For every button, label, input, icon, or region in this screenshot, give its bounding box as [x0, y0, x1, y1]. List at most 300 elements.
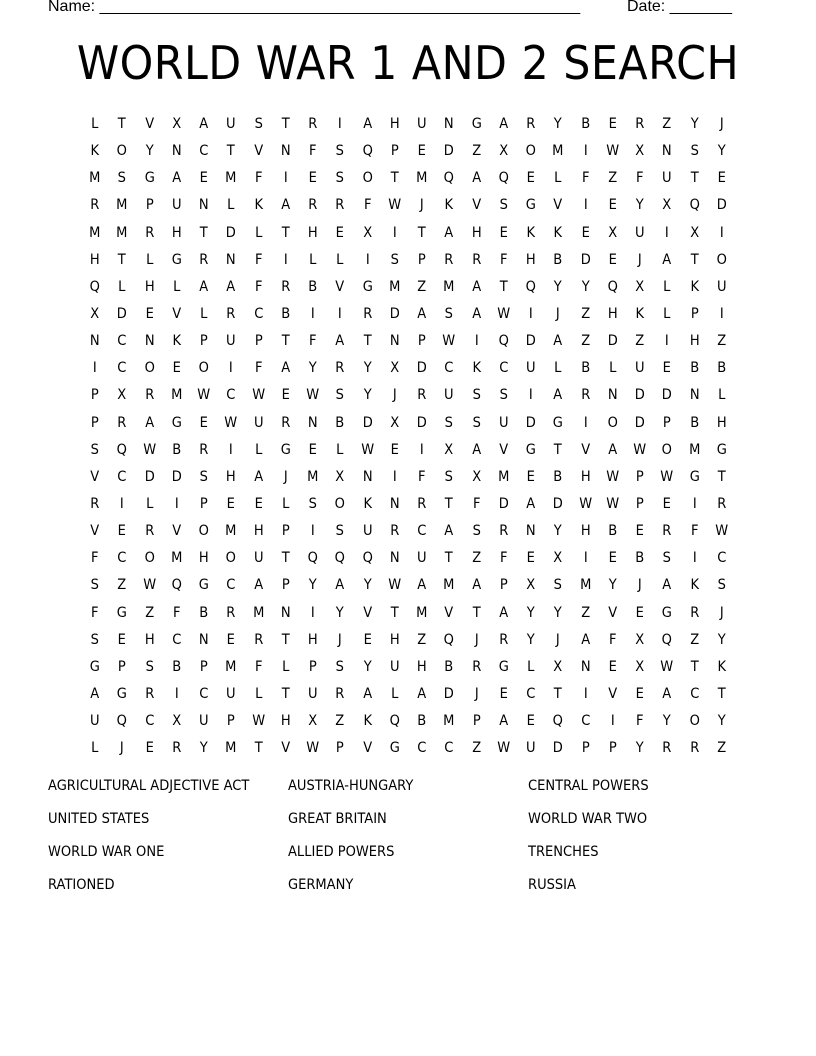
grid-letter: R [662, 740, 672, 757]
grid-letter: I [174, 495, 179, 512]
grid-letter: E [390, 441, 399, 458]
grid-letter: G [198, 577, 209, 594]
grid-letter: Q [661, 631, 673, 648]
grid-letter: W [142, 577, 156, 594]
grid-letter: H [525, 251, 536, 268]
grid-letter: D [416, 414, 427, 431]
grid-letter: A [144, 414, 154, 431]
grid-letter: T [690, 251, 699, 268]
grid-letter: L [309, 251, 317, 268]
grid-letter: X [553, 550, 563, 567]
grid-letter: V [553, 197, 563, 214]
grid-letter: W [251, 387, 265, 404]
grid-letter: J [556, 631, 560, 648]
grid-letter: S [444, 305, 454, 322]
grid-letter: D [144, 468, 155, 485]
grid-letter: R [498, 523, 509, 540]
word-list-item: UNITED STATES [48, 811, 150, 827]
grid-letter: H [716, 414, 727, 431]
grid-letter: F [90, 604, 99, 621]
grid-letter: P [281, 523, 290, 540]
grid-letter: J [637, 577, 642, 594]
grid-letter: I [583, 197, 588, 214]
grid-letter: U [307, 685, 318, 702]
grid-letter: L [91, 116, 99, 132]
grid-letter: Y [554, 278, 562, 295]
grid-letter: B [281, 305, 290, 322]
grid-letter: R [526, 116, 536, 132]
grid-letter: W [306, 740, 320, 757]
grid-letter: E [635, 523, 644, 540]
grid-letter: S [499, 387, 508, 404]
grid-letter: F [308, 333, 317, 350]
grid-letter: U [662, 170, 672, 187]
grid-letter: X [662, 197, 672, 214]
grid-letter: O [689, 713, 700, 730]
grid-letter: Z [635, 333, 645, 350]
grid-letter: H [471, 224, 482, 241]
grid-letter: G [498, 658, 509, 675]
word-list-item: AGRICULTURAL ADJECTIVE ACT [48, 778, 250, 794]
grid-letter: I [583, 550, 588, 567]
grid-letter: C [117, 333, 127, 350]
grid-letter: L [281, 495, 290, 512]
grid-letter: C [498, 360, 509, 377]
grid-letter: M [579, 577, 591, 594]
letter-grid [81, 114, 741, 765]
grid-letter: F [254, 251, 263, 268]
grid-letter: Q [362, 143, 373, 160]
grid-letter: N [198, 197, 209, 214]
grid-row [81, 467, 741, 494]
grid-letter: S [472, 523, 481, 540]
grid-letter: T [445, 550, 453, 567]
grid-letter: O [661, 441, 673, 458]
grid-letter: N [525, 523, 536, 540]
grid-letter: R [117, 414, 127, 431]
grid-letter: B [689, 414, 699, 431]
grid-letter: E [499, 224, 508, 241]
grid-letter: A [90, 685, 100, 702]
grid-letter: A [362, 116, 372, 132]
grid-letter: M [116, 224, 128, 241]
grid-letter: Z [335, 713, 345, 730]
grid-letter: D [498, 495, 509, 512]
grid-letter: D [552, 740, 564, 757]
grid-letter: I [392, 468, 397, 485]
grid-letter: R [498, 631, 509, 648]
grid-letter: M [170, 550, 183, 567]
grid-letter: E [608, 658, 617, 675]
grid-letter: Z [144, 604, 154, 621]
grid-letter: S [717, 577, 726, 594]
grid-letter: R [580, 387, 590, 404]
grid-letter: L [663, 278, 671, 295]
grid-letter: S [90, 631, 99, 648]
grid-letter: X [335, 468, 345, 485]
grid-letter: S [690, 143, 699, 160]
grid-letter: O [198, 523, 209, 540]
word-list-item: RUSSIA [528, 877, 576, 893]
grid-letter: C [716, 550, 727, 567]
grid-letter: U [498, 414, 509, 431]
grid-letter: Y [336, 604, 344, 621]
grid-letter: A [172, 170, 181, 187]
grid-letter: N [389, 333, 400, 350]
grid-letter: M [443, 577, 455, 594]
grid-letter: R [471, 658, 481, 675]
grid-letter: A [199, 116, 209, 132]
grid-letter: C [117, 360, 127, 377]
grid-letter: R [199, 251, 209, 268]
grid-letter: P [90, 414, 99, 431]
grid-letter: L [200, 305, 208, 322]
grid-row [81, 195, 741, 222]
grid-letter: P [199, 333, 208, 350]
grid-letter: A [662, 251, 672, 268]
grid-letter: R [362, 305, 372, 322]
grid-letter: L [254, 441, 262, 458]
grid-letter: T [281, 550, 290, 567]
grid-letter: E [145, 740, 154, 757]
grid-letter: H [144, 278, 155, 295]
grid-letter: H [389, 116, 400, 132]
grid-letter: H [144, 631, 155, 648]
grid-letter: E [608, 197, 617, 214]
grid-letter: N [171, 143, 182, 160]
grid-letter: A [553, 387, 563, 404]
grid-letter: P [145, 197, 154, 214]
grid-letter: M [170, 387, 183, 404]
grid-letter: T [281, 116, 290, 132]
grid-letter: E [335, 224, 345, 241]
grid-letter: P [281, 577, 290, 594]
grid-letter: N [607, 387, 618, 404]
grid-letter: U [198, 713, 209, 730]
grid-letter: G [280, 441, 291, 458]
grid-letter: A [662, 685, 672, 702]
grid-letter: X [390, 360, 399, 377]
grid-letter: M [89, 224, 101, 241]
grid-letter: S [117, 170, 127, 187]
grid-letter: H [580, 468, 591, 485]
grid-letter: X [172, 713, 181, 730]
grid-letter: Y [199, 740, 208, 757]
grid-letter: E [363, 631, 372, 648]
grid-letter: Y [554, 604, 562, 621]
grid-letter: I [474, 333, 479, 350]
grid-letter: G [171, 251, 182, 268]
grid-letter: B [580, 116, 590, 132]
grid-letter: A [580, 631, 590, 648]
grid-letter: B [553, 468, 563, 485]
grid-letter: L [227, 197, 235, 214]
grid-letter: I [120, 495, 124, 512]
grid-letter: E [254, 495, 263, 512]
grid-letter: I [692, 550, 697, 567]
grid-letter: F [608, 631, 617, 648]
grid-row [81, 548, 741, 575]
grid-letter: T [554, 685, 562, 702]
grid-letter: A [362, 685, 372, 702]
grid-letter: V [172, 523, 181, 540]
grid-letter: J [637, 251, 642, 268]
grid-letter: B [199, 604, 209, 621]
grid-letter: Q [607, 278, 618, 295]
grid-letter: H [416, 658, 427, 675]
grid-letter: D [580, 251, 591, 268]
grid-letter: P [635, 468, 644, 485]
grid-letter: U [253, 414, 264, 431]
grid-letter: Z [689, 631, 699, 648]
grid-letter: I [528, 387, 533, 404]
grid-letter: S [662, 550, 672, 567]
grid-letter: P [417, 251, 426, 268]
grid-row [81, 494, 741, 521]
grid-letter: D [716, 197, 727, 214]
grid-letter: M [89, 170, 101, 187]
grid-letter: K [717, 658, 726, 675]
grid-letter: C [253, 305, 263, 322]
grid-letter: Q [689, 197, 700, 214]
grid-letter: F [417, 468, 426, 485]
grid-letter: I [229, 360, 233, 377]
grid-letter: U [716, 278, 727, 295]
grid-letter: L [663, 305, 671, 322]
grid-letter: H [307, 631, 318, 648]
grid-letter: M [416, 604, 428, 621]
grid-letter: R [226, 604, 236, 621]
grid-row [81, 223, 741, 250]
grid-letter: X [635, 278, 645, 295]
grid-letter: J [474, 685, 479, 702]
grid-letter: I [392, 224, 397, 241]
grid-letter: R [689, 740, 699, 757]
grid-letter: H [253, 523, 264, 540]
grid-letter: Y [717, 143, 726, 160]
grid-letter: D [443, 685, 455, 702]
grid-letter: D [634, 414, 645, 431]
grid-letter: Y [145, 143, 154, 160]
grid-letter: K [635, 305, 645, 322]
grid-row [81, 630, 741, 657]
grid-letter: I [528, 305, 533, 322]
grid-letter: A [662, 577, 672, 594]
grid-letter: U [226, 333, 236, 350]
grid-letter: B [172, 658, 181, 675]
grid-letter: S [145, 658, 154, 675]
grid-letter: Y [663, 713, 671, 730]
grid-letter: Z [117, 577, 127, 594]
grid-letter: X [172, 116, 181, 132]
grid-letter: B [553, 251, 563, 268]
grid-letter: R [144, 387, 154, 404]
grid-letter: E [117, 631, 127, 648]
grid-letter: R [417, 387, 427, 404]
grid-letter: R [335, 360, 345, 377]
grid-letter: W [224, 414, 238, 431]
grid-letter: P [499, 577, 508, 594]
grid-letter: I [665, 224, 669, 241]
word-list-item: CENTRAL POWERS [528, 778, 649, 794]
word-list-item: WORLD WAR ONE [48, 844, 165, 860]
grid-letter: T [717, 685, 726, 702]
grid-letter: G [89, 658, 100, 675]
grid-letter: E [662, 495, 672, 512]
grid-letter: W [251, 713, 265, 730]
grid-letter: W [142, 441, 156, 458]
word-list-item: GREAT BRITAIN [288, 811, 387, 827]
grid-letter: G [144, 170, 155, 187]
grid-letter: I [583, 143, 588, 160]
grid-letter: R [444, 251, 454, 268]
grid-letter: R [199, 441, 209, 458]
grid-letter: K [689, 278, 699, 295]
grid-letter: Z [417, 278, 427, 295]
grid-letter: X [90, 305, 100, 322]
grid-letter: P [199, 658, 208, 675]
grid-letter: U [253, 550, 264, 567]
grid-letter: H [198, 550, 209, 567]
grid-letter: U [389, 658, 400, 675]
grid-letter: B [417, 713, 427, 730]
grid-letter: T [281, 685, 290, 702]
grid-letter: J [419, 197, 424, 214]
grid-letter: E [526, 713, 535, 730]
grid-letter: I [310, 305, 315, 322]
grid-letter: C [171, 631, 182, 648]
grid-letter: S [499, 197, 508, 214]
grid-letter: S [553, 577, 563, 594]
grid-letter: V [90, 468, 100, 485]
grid-letter: Z [608, 170, 617, 187]
grid-letter: E [608, 251, 617, 268]
grid-letter: W [715, 523, 728, 540]
grid-letter: C [226, 577, 236, 594]
word-list-item: WORLD WAR TWO [528, 811, 648, 827]
grid-letter: R [280, 278, 291, 295]
grid-letter: I [229, 441, 233, 458]
grid-letter: G [116, 685, 128, 702]
grid-letter: A [499, 604, 508, 621]
grid-row [81, 331, 741, 358]
grid-letter: Z [580, 305, 590, 322]
grid-letter: K [362, 495, 372, 512]
grid-letter: L [608, 360, 617, 377]
grid-letter: X [499, 143, 508, 160]
grid-letter: X [635, 631, 645, 648]
grid-letter: Q [443, 170, 455, 187]
grid-letter: A [471, 577, 481, 594]
grid-letter: E [608, 550, 617, 567]
grid-letter: K [90, 143, 100, 160]
grid-letter: M [116, 197, 128, 214]
grid-letter: E [226, 495, 236, 512]
grid-letter: Y [635, 740, 644, 757]
grid-letter: Z [662, 116, 672, 132]
grid-letter: I [310, 604, 315, 621]
grid-letter: C [117, 550, 127, 567]
grid-letter: S [444, 414, 454, 431]
grid-letter: Y [690, 116, 699, 132]
grid-letter: Q [389, 713, 400, 730]
grid-row [81, 440, 741, 467]
grid-letter: F [172, 604, 181, 621]
grid-letter: Q [525, 278, 536, 295]
grid-letter: Q [362, 550, 373, 567]
grid-letter: M [225, 740, 237, 757]
grid-letter: E [199, 170, 208, 187]
grid-letter: U [362, 523, 373, 540]
grid-letter: J [283, 468, 288, 485]
grid-letter: N [144, 333, 155, 350]
grid-letter: Y [363, 577, 372, 594]
grid-row [81, 141, 741, 168]
grid-letter: A [499, 713, 508, 730]
grid-letter: M [443, 278, 455, 295]
grid-letter: L [254, 224, 262, 241]
grid-letter: R [635, 116, 645, 132]
grid-letter: P [227, 713, 235, 730]
grid-letter: V [608, 685, 617, 702]
grid-letter: W [660, 658, 674, 675]
grid-letter: R [417, 495, 427, 512]
grid-letter: P [417, 333, 426, 350]
grid-letter: H [607, 305, 618, 322]
grid-row [81, 277, 741, 304]
grid-letter: Y [363, 360, 372, 377]
grid-letter: K [526, 224, 536, 241]
grid-letter: U [416, 550, 427, 567]
grid-letter: W [360, 441, 374, 458]
grid-letter: P [663, 414, 671, 431]
grid-letter: R [280, 414, 291, 431]
grid-letter: D [525, 414, 536, 431]
grid-letter: A [471, 305, 481, 322]
grid-letter: D [552, 495, 564, 512]
grid-letter: W [660, 468, 674, 485]
grid-letter: R [253, 631, 263, 648]
grid-letter: O [225, 550, 237, 567]
grid-letter: M [688, 441, 700, 458]
grid-letter: F [254, 360, 263, 377]
grid-letter: Q [116, 441, 128, 458]
grid-letter: N [444, 116, 454, 132]
grid-letter: A [526, 495, 536, 512]
grid-letter: D [443, 143, 455, 160]
grid-letter: O [116, 143, 128, 160]
grid-letter: J [392, 387, 397, 404]
grid-letter: M [307, 468, 319, 485]
grid-letter: P [390, 143, 399, 160]
grid-letter: F [254, 278, 263, 295]
grid-letter: W [497, 740, 510, 757]
grid-letter: O [525, 143, 536, 160]
grid-letter: P [118, 658, 126, 675]
grid-letter: A [253, 577, 263, 594]
name-field-label: Name: ______________________________________________________ [48, 0, 581, 15]
grid-letter: T [118, 116, 126, 132]
grid-letter: V [172, 305, 181, 322]
grid-letter: W [633, 441, 647, 458]
grid-letter: P [635, 495, 644, 512]
grid-letter: C [226, 387, 236, 404]
grid-letter: P [472, 713, 481, 730]
grid-letter: F [254, 170, 263, 187]
header-line [48, 0, 768, 20]
grid-letter: E [308, 441, 317, 458]
grid-letter: M [225, 658, 237, 675]
